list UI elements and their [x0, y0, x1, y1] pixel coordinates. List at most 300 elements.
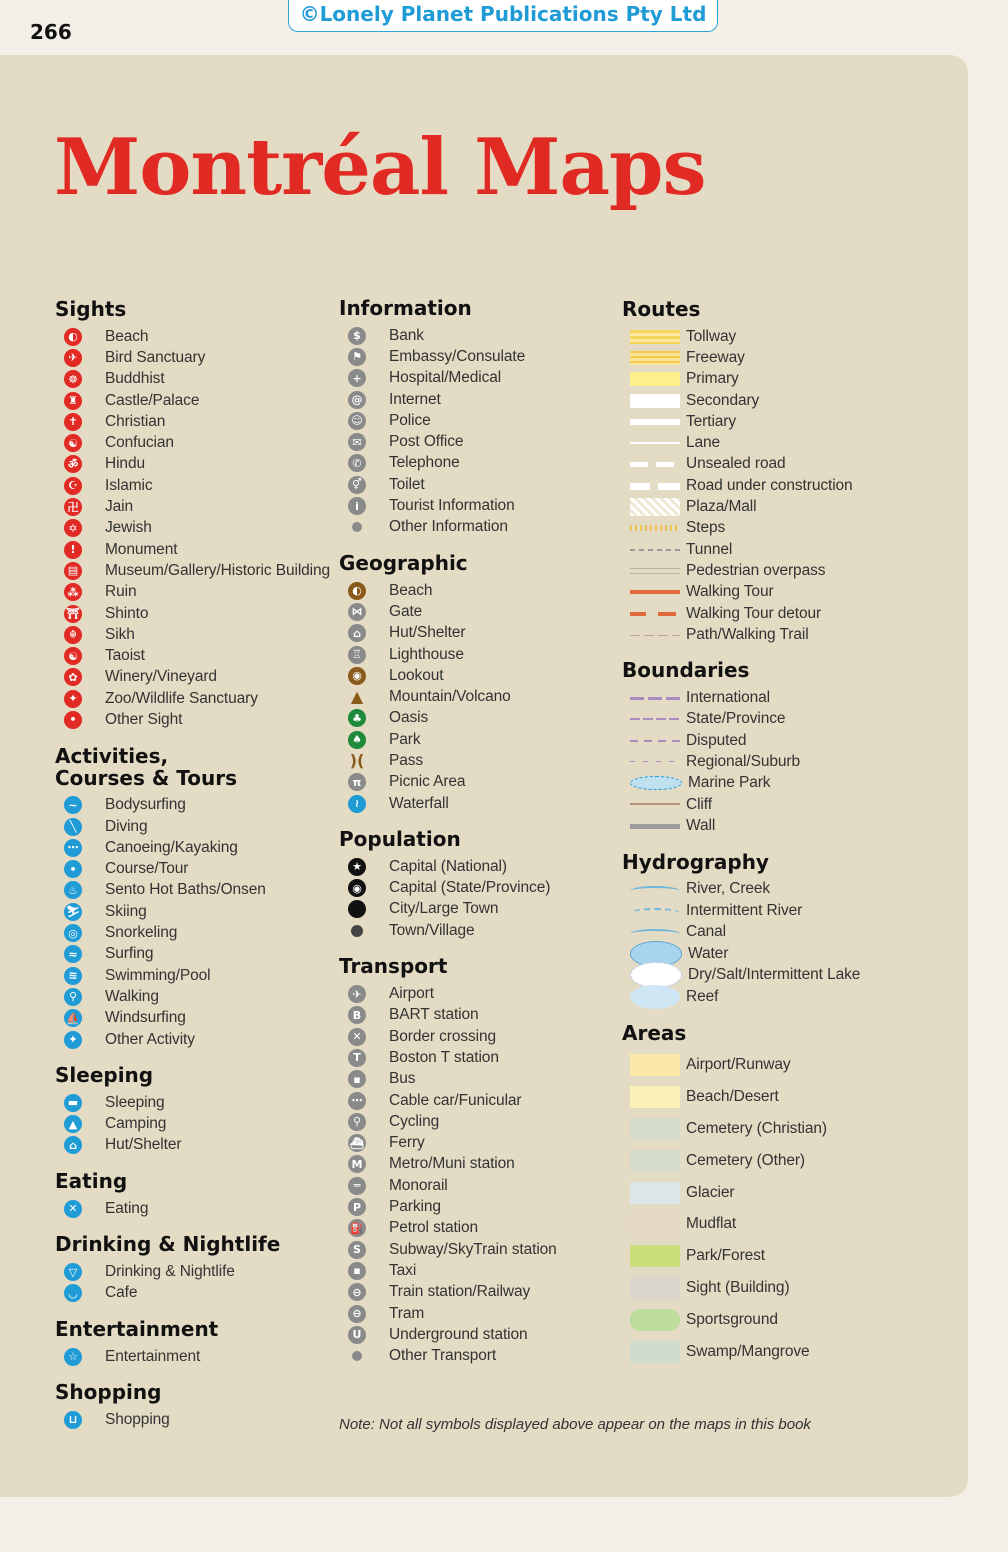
legend-label: Entertainment	[105, 1347, 201, 1365]
legend-icon: ◐	[64, 328, 82, 346]
legend-label: Ruin	[105, 583, 137, 601]
legend-label: Hindu	[105, 455, 145, 473]
legend-item-walking-tour	[622, 582, 952, 603]
transport-list	[339, 983, 614, 1366]
route-swatch	[630, 479, 680, 493]
legend-item-hindu	[55, 454, 325, 475]
legend-item-shinto	[55, 603, 325, 624]
legend-label: City/Large Town	[389, 900, 499, 918]
boundary-swatch	[630, 819, 680, 833]
legend-item-taxi	[339, 1260, 614, 1281]
legend-icon: i	[348, 497, 366, 515]
section-title: Sights	[55, 297, 127, 321]
legend-icon: ⊔	[64, 1411, 82, 1429]
icon-slot	[55, 605, 91, 623]
legend-icon: ✝	[64, 413, 82, 431]
legend-item-river-creek	[622, 879, 952, 901]
legend-icon: ▲	[64, 1115, 82, 1133]
legend-label: Beach	[389, 581, 433, 599]
legend-icon: ⋯	[64, 839, 82, 857]
icon-slot	[339, 1113, 375, 1131]
icon-slot	[339, 454, 375, 472]
legend-label: Bank	[389, 326, 424, 344]
legend-label: Marine Park	[688, 774, 771, 792]
legend-item-lookout	[339, 665, 614, 686]
icon-slot	[339, 1351, 375, 1361]
legend-item-underground-station	[339, 1324, 614, 1345]
legend-item-walking	[55, 986, 325, 1007]
icon-slot	[339, 1070, 375, 1088]
route-swatch	[630, 394, 680, 408]
page-title: Montréal Maps	[54, 122, 706, 213]
boundary-swatch	[630, 798, 680, 812]
boundary-swatch	[630, 776, 682, 790]
legend-label: Museum/Gallery/Historic Building	[105, 561, 331, 579]
legend-item-waterfall	[339, 793, 614, 814]
legend-item-city-large-town	[339, 899, 614, 920]
legend-item-dry-salt-intermittent-lake	[622, 965, 952, 987]
icon-slot	[339, 925, 375, 937]
legend-item-entertainment	[55, 1346, 325, 1367]
legend-item-reef	[622, 986, 952, 1008]
legend-item-tourist-information	[339, 495, 614, 516]
legend-icon: ◐	[348, 582, 366, 600]
information-list	[339, 325, 614, 538]
icon-slot	[55, 1200, 91, 1218]
legend-item-canoeing-kayaking	[55, 837, 325, 858]
route-swatch	[630, 521, 680, 535]
legend-icon: P	[348, 1198, 366, 1216]
icon-slot	[339, 603, 375, 621]
legend-icon: ♜	[64, 392, 82, 410]
legend-label: Primary	[686, 370, 739, 388]
legend-item-bart-station	[339, 1005, 614, 1026]
icon-slot	[339, 795, 375, 813]
legend-label: Sight (Building)	[686, 1279, 790, 1296]
legend-label: Swamp/Mangrove	[686, 1342, 810, 1360]
legend-label: Canoeing/Kayaking	[105, 838, 238, 856]
legend-icon: ✉	[348, 433, 366, 451]
legend-label: Sportsground	[686, 1310, 778, 1328]
icon-slot	[55, 881, 91, 899]
area-swatch	[630, 1054, 680, 1076]
legend-item-other-sight	[55, 709, 325, 730]
legend-icon: ✈	[348, 985, 366, 1003]
icon-slot	[55, 1284, 91, 1302]
legend-label: Petrol station	[389, 1219, 479, 1237]
legend-label: Confucian	[105, 434, 174, 452]
icon-slot	[55, 349, 91, 367]
legend-label: Underground station	[389, 1325, 528, 1343]
icon-slot	[55, 434, 91, 452]
legend-item-airport-runway	[622, 1050, 952, 1082]
legend-item-jain	[55, 496, 325, 517]
legend-icon: •	[64, 711, 82, 729]
icon-slot	[55, 1009, 91, 1027]
icon-slot	[339, 1198, 375, 1216]
legend-label: Tourist Information	[389, 497, 515, 515]
legend-label: Mountain/Volcano	[389, 688, 511, 706]
legend-label: International	[686, 689, 771, 707]
icon-slot	[339, 522, 375, 532]
legend-label: Pedestrian overpass	[686, 561, 826, 579]
icon-slot	[339, 709, 375, 727]
icon-slot	[55, 818, 91, 836]
route-swatch	[630, 351, 680, 365]
legend-item-water	[622, 943, 952, 965]
legend-icon: ≋	[64, 967, 82, 985]
legend-item-park-forest	[622, 1240, 952, 1272]
icon-slot	[339, 1006, 375, 1024]
population-list	[339, 856, 614, 941]
legend-label: Other Activity	[105, 1030, 195, 1048]
legend-label: Shopping	[105, 1410, 170, 1428]
legend-label: Hut/Shelter	[105, 1136, 182, 1154]
legend-item-surfing	[55, 944, 325, 965]
icon-slot	[339, 1155, 375, 1173]
legend-label: Cliff	[686, 795, 712, 813]
route-swatch	[630, 498, 680, 516]
legend-item-international	[622, 687, 952, 708]
legend-label: Regional/Suburb	[686, 752, 800, 770]
legend-icon: ⛵	[64, 1009, 82, 1027]
legend-item-beach	[339, 580, 614, 601]
section-title: Drinking & Nightlife	[55, 1232, 281, 1257]
section-routes	[622, 298, 952, 645]
legend-item-islamic	[55, 475, 325, 496]
area-swatch	[630, 1150, 680, 1172]
icon-slot	[339, 752, 375, 770]
legend-icon: ✡	[64, 519, 82, 537]
water-swatch	[630, 908, 680, 918]
icon-slot	[339, 1134, 375, 1152]
legend-label: Monument	[105, 540, 178, 558]
legend-label: Park/Forest	[686, 1247, 766, 1265]
legend-item-eating	[55, 1198, 325, 1219]
legend-label: Path/Walking Trail	[686, 625, 809, 643]
section-title: Eating	[55, 1169, 128, 1194]
legend-label: Bus	[389, 1070, 416, 1088]
entertainment-list	[55, 1346, 325, 1367]
legend-icon: ☆	[64, 1348, 82, 1366]
legend-icon: ♨	[64, 881, 82, 899]
legend-label: Tertiary	[686, 412, 737, 430]
boundaries-list	[622, 687, 952, 836]
legend-item-swimming-pool	[55, 965, 325, 986]
legend-icon: ⛷	[64, 903, 82, 921]
legend-label: Other Information	[389, 518, 508, 536]
icon-slot	[55, 1094, 91, 1112]
legend-label: Course/Tour	[105, 860, 189, 878]
legend-item-metro-muni-station	[339, 1154, 614, 1175]
legend-item-taoist	[55, 645, 325, 666]
icon-slot	[55, 626, 91, 644]
icon-slot	[339, 1092, 375, 1110]
shopping-list	[55, 1409, 325, 1430]
legend-icon: ⌂	[348, 624, 366, 642]
legend-item-road-under-construction	[622, 475, 952, 496]
icon-slot	[55, 860, 91, 878]
legend-icon: ✿	[64, 668, 82, 686]
legend-label: Police	[389, 411, 431, 429]
legend-label: Hospital/Medical	[389, 369, 502, 387]
icon-slot	[55, 1115, 91, 1133]
legend-item-cemetery-christian	[622, 1113, 952, 1145]
area-swatch	[630, 1213, 680, 1235]
legend-label: Airport	[389, 985, 434, 1003]
legend-label: Secondary	[686, 391, 760, 409]
section-title: Hydrography	[622, 849, 769, 874]
legend-label: Bodysurfing	[105, 796, 186, 814]
legend-item-snorkeling	[55, 922, 325, 943]
icon-slot	[55, 945, 91, 963]
legend-label: Camping	[105, 1115, 167, 1133]
icon-slot	[55, 988, 91, 1006]
legend-label: Eating	[105, 1199, 149, 1217]
legend-item-beach-desert	[622, 1081, 952, 1113]
legend-item-other-transport	[339, 1345, 614, 1366]
legend-item-tunnel	[622, 539, 952, 560]
legend-item-capital-national	[339, 856, 614, 877]
legend-item-museum-gallery-historic-building	[55, 560, 331, 581]
legend-label: Snorkeling	[105, 924, 178, 942]
section-title: Transport	[339, 954, 448, 979]
icon-slot	[55, 1411, 91, 1429]
legend-item-parking	[339, 1196, 614, 1217]
legend-item-subway-skytrain-station	[339, 1239, 614, 1260]
legend-item-primary	[622, 369, 952, 390]
legend-label: Islamic	[105, 476, 153, 494]
legend-item-regional-suburb	[622, 751, 952, 772]
legend-label: Reef	[686, 987, 719, 1005]
areas-list	[622, 1050, 952, 1368]
legend-icon: ✦	[64, 1031, 82, 1049]
legend-item-windsurfing	[55, 1008, 325, 1029]
legend-label: Taoist	[105, 647, 145, 665]
legend-item-plaza-mall	[622, 496, 952, 517]
legend-label: Freeway	[686, 348, 745, 366]
sights-list	[55, 326, 331, 731]
legend-item-hospital-medical	[339, 368, 614, 389]
legend-label: Cycling	[389, 1112, 440, 1130]
legend-item-hut-shelter	[339, 623, 614, 644]
icon-slot	[339, 646, 375, 664]
legend-item-pass	[339, 750, 614, 771]
footnote: Note: Not all symbols displayed above appear on the maps in this book	[339, 1416, 811, 1433]
legend-icon: ▪	[348, 1070, 366, 1088]
legend-icon: ✆	[348, 454, 366, 472]
legend-label: Drinking & Nightlife	[105, 1263, 235, 1281]
legend-item-picnic-area	[339, 772, 614, 793]
icon-slot	[339, 348, 375, 366]
legend-item-steps	[622, 518, 952, 539]
legend-icon: ♖	[348, 646, 366, 664]
legend-item-mountain-volcano	[339, 686, 614, 707]
icon-slot	[339, 391, 375, 409]
icon-slot	[339, 327, 375, 345]
legend-label: Capital (State/Province)	[389, 879, 551, 897]
icon-slot	[55, 1263, 91, 1281]
legend-label: Windsurfing	[105, 1009, 186, 1027]
legend-label: Plaza/Mall	[686, 498, 757, 516]
legend-label: Airport/Runway	[686, 1056, 791, 1074]
icon-slot	[339, 858, 375, 876]
legend-label: Diving	[105, 817, 148, 835]
icon-slot	[339, 900, 375, 918]
boundary-swatch	[630, 755, 680, 769]
legend-label: Walking Tour detour	[686, 604, 822, 622]
legend-label: Winery/Vineyard	[105, 668, 217, 686]
legend-item-swamp-mangrove	[622, 1336, 952, 1368]
legend-icon: 卍	[64, 498, 82, 516]
legend-item-sleeping	[55, 1092, 325, 1113]
section-title: Sleeping	[55, 1063, 154, 1088]
section-title-line1: Activities,	[55, 743, 169, 768]
legend-icon: ✦	[64, 690, 82, 708]
legend-label: Taxi	[389, 1261, 417, 1279]
legend-label: Monorail	[389, 1176, 448, 1194]
legend-label: Parking	[389, 1198, 441, 1216]
legend-item-ruin	[55, 582, 325, 603]
legend-icon: •	[64, 860, 82, 878]
route-swatch	[630, 607, 680, 621]
legend-icon: ⌂	[64, 1136, 82, 1154]
legend-item-oasis	[339, 708, 614, 729]
legend-icon	[348, 900, 366, 918]
icon-slot	[339, 773, 375, 791]
route-swatch	[630, 543, 680, 557]
legend-icon: +	[348, 369, 366, 387]
legend-column-3	[622, 298, 952, 1382]
legend-label: Capital (National)	[389, 857, 507, 875]
legend-item-toilet	[339, 474, 614, 495]
legend-item-christian	[55, 411, 325, 432]
icon-slot	[339, 412, 375, 430]
legend-label: Steps	[686, 519, 726, 537]
legend-item-park	[339, 729, 614, 750]
legend-item-sento-hot-baths-onsen	[55, 880, 325, 901]
legend-item-unsealed-road	[622, 454, 952, 475]
icon-slot	[55, 924, 91, 942]
legend-item-bus	[339, 1069, 614, 1090]
eating-list	[55, 1198, 325, 1219]
section-title: Areas	[622, 1020, 687, 1045]
legend-icon: ≀	[348, 795, 366, 813]
legend-item-buddhist	[55, 369, 325, 390]
legend-item-freeway	[622, 347, 952, 368]
legend-item-town-village	[339, 920, 614, 941]
legend-icon: ⁂	[64, 583, 82, 601]
legend-icon: ☪	[64, 477, 82, 495]
legend-item-diving	[55, 816, 325, 837]
legend-label: Walking	[105, 987, 159, 1005]
icon-slot	[55, 1348, 91, 1366]
legend-label: Other Transport	[389, 1347, 497, 1365]
legend-item-other-activity	[55, 1029, 325, 1050]
legend-item-zoo-wildlife-sanctuary	[55, 688, 325, 709]
legend-icon	[352, 522, 362, 532]
route-swatch	[630, 436, 680, 450]
legend-label: River, Creek	[686, 880, 771, 898]
legend-item-monorail	[339, 1175, 614, 1196]
legend-label: Cemetery (Christian)	[686, 1120, 827, 1138]
legend-icon: ॐ	[64, 455, 82, 473]
legend-label: Gate	[389, 602, 423, 620]
legend-label: Telephone	[389, 454, 460, 472]
legend-label: Ferry	[389, 1134, 425, 1152]
legend-label: Oasis	[389, 709, 429, 727]
activities-list	[55, 795, 325, 1051]
legend-label: Lane	[686, 434, 721, 452]
legend-label: Cemetery (Other)	[686, 1151, 805, 1169]
section-title: Population	[339, 827, 461, 852]
section-title: Entertainment	[55, 1316, 219, 1341]
legend-item-police	[339, 410, 614, 431]
area-swatch	[630, 1182, 680, 1204]
legend-label: Sikh	[105, 625, 135, 643]
section-geographic	[339, 552, 614, 814]
legend-item-boston-t-station	[339, 1047, 614, 1068]
legend-item-disputed	[622, 730, 952, 751]
icon-slot	[55, 519, 91, 537]
legend-icon: S	[348, 1241, 366, 1259]
legend-item-lane	[622, 432, 952, 453]
legend-label: Metro/Muni station	[389, 1155, 515, 1173]
legend-icon: M	[348, 1155, 366, 1173]
legend-item-ferry	[339, 1133, 614, 1154]
icon-slot	[339, 433, 375, 451]
icon-slot	[55, 1136, 91, 1154]
icon-slot	[339, 731, 375, 749]
legend-item-jewish	[55, 518, 325, 539]
legend-icon: T	[348, 1049, 366, 1067]
section-sights	[55, 297, 331, 731]
icon-slot	[339, 667, 375, 685]
legend-icon: )(	[349, 750, 365, 770]
icon-slot	[55, 647, 91, 665]
legend-item-shopping	[55, 1409, 325, 1430]
legend-icon: ✕	[64, 1200, 82, 1218]
sleeping-list	[55, 1092, 325, 1156]
icon-slot	[339, 582, 375, 600]
legend-label: Boston T station	[389, 1048, 499, 1066]
legend-label: Sento Hot Baths/Onsen	[105, 881, 266, 899]
legend-icon: ⛽	[348, 1219, 366, 1237]
boundary-swatch	[630, 691, 680, 705]
icon-slot	[339, 1028, 375, 1046]
area-swatch	[630, 1309, 680, 1331]
section-entertainment	[55, 1318, 325, 1367]
area-swatch	[630, 1245, 680, 1267]
legend-column-1	[55, 297, 331, 1445]
legend-label: Bird Sanctuary	[105, 348, 206, 366]
section-title: Boundaries	[622, 658, 750, 683]
icon-slot	[339, 1326, 375, 1344]
legend-label: Swimming/Pool	[105, 966, 211, 984]
section-sleeping	[55, 1064, 325, 1156]
section-activities	[55, 745, 325, 1051]
legend-item-cycling	[339, 1111, 614, 1132]
legend-item-camping	[55, 1114, 325, 1135]
legend-icon: ╲	[64, 818, 82, 836]
legend-label: Border crossing	[389, 1027, 497, 1045]
legend-icon: ⋈	[348, 603, 366, 621]
legend-label: Tunnel	[686, 540, 733, 558]
route-swatch	[630, 330, 680, 344]
icon-slot	[339, 497, 375, 515]
legend-icon: π	[348, 773, 366, 791]
legend-item-confucian	[55, 432, 325, 453]
